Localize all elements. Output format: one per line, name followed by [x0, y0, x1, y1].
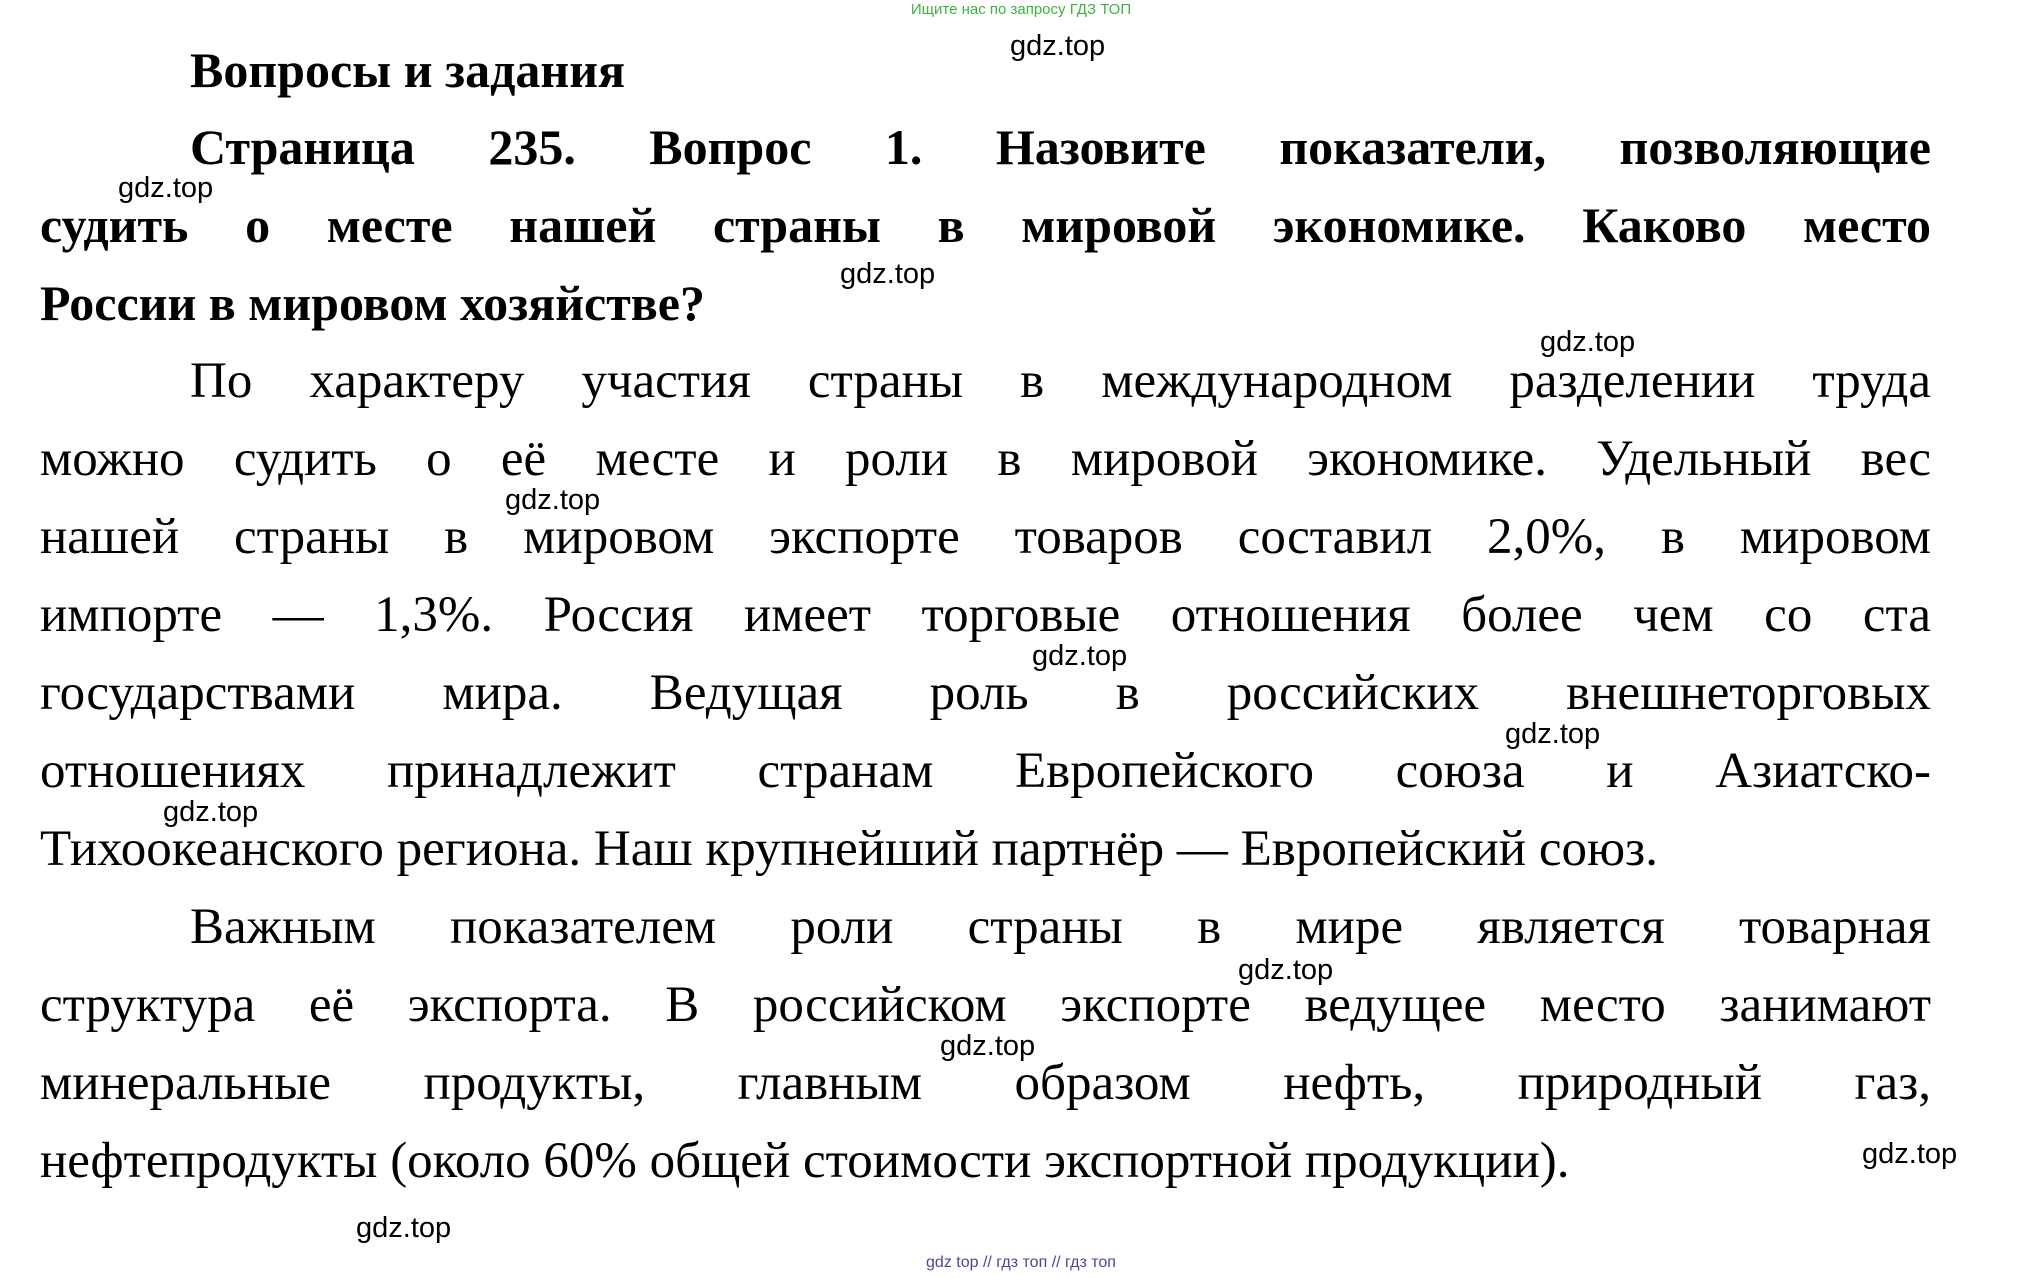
paragraph-line: импорте — 1,3%. Россия имеет торговые отношения более чем со ста	[40, 587, 1931, 643]
top-banner-link[interactable]: Ищите нас по запросу ГДЗ ТОП	[910, 1, 1132, 18]
watermark: gdz.top	[1238, 954, 1334, 986]
watermark: gdz.top	[1032, 640, 1128, 672]
watermark: gdz.top	[356, 1212, 452, 1244]
paragraph-line: отношениях принадлежит странам Европейского союза и Азиатско-	[40, 743, 1931, 799]
watermark: gdz.top	[1540, 326, 1636, 358]
paragraph-line: минеральные продукты, главным образом нефть, природный газ,	[40, 1055, 1931, 1111]
watermark: gdz.top	[940, 1030, 1036, 1062]
watermark: gdz.top	[840, 258, 936, 290]
question-line: Страница 235. Вопрос 1. Назовите показатели, позволяющие	[190, 119, 1931, 175]
section-heading: Вопросы и задания	[190, 42, 626, 98]
question-line: России в мировом хозяйстве?	[40, 275, 705, 331]
paragraph-line: Тихоокеанского региона. Наш крупнейший партнёр — Европейский союз.	[40, 821, 1658, 877]
watermark: gdz.top	[1010, 30, 1106, 62]
watermark: gdz.top	[1862, 1138, 1958, 1170]
question-line: судить о месте нашей страны в мировой экономике. Каково место	[40, 197, 1931, 253]
paragraph-line: По характеру участия страны в международном разделении труда	[190, 353, 1931, 409]
paragraph-line: нефтепродукты (около 60% общей стоимости экспортной продукции).	[40, 1133, 1570, 1189]
paragraph-line: структура её экспорта. В российском экспорте ведущее место занимают	[40, 977, 1931, 1033]
paragraph-line: нашей страны в мировом экспорте товаров составил 2,0%, в мировом	[40, 509, 1931, 565]
paragraph-line: государствами мира. Ведущая роль в российских внешнеторговых	[40, 665, 1931, 721]
watermark: gdz.top	[163, 796, 259, 828]
footer-links[interactable]: gdz top // гдз топ // гдз топ	[926, 1254, 1116, 1271]
watermark: gdz.top	[505, 484, 601, 516]
watermark: gdz.top	[1505, 718, 1601, 750]
paragraph-line: можно судить о её месте и роли в мировой экономике. Удельный вес	[40, 431, 1931, 487]
watermark: gdz.top	[118, 172, 214, 204]
paragraph-line: Важным показателем роли страны в мире является товарная	[190, 899, 1931, 955]
